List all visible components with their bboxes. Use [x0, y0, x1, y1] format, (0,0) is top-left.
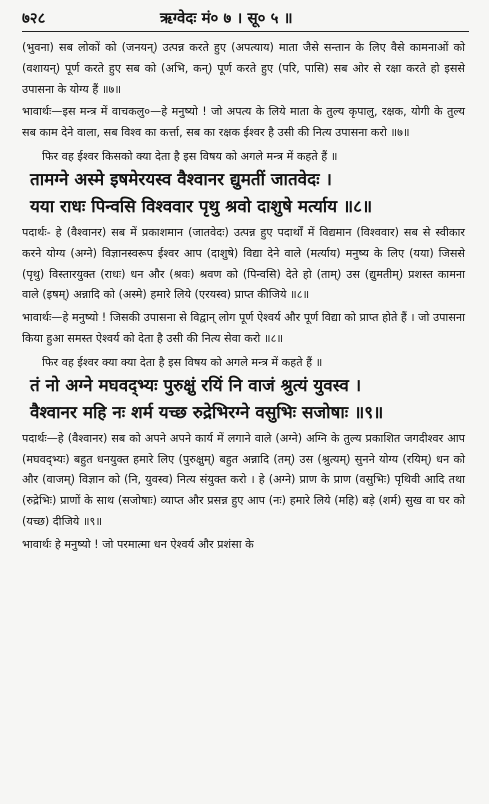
mantra-verse9-line1: तं नो अग्ने मघवद्भ्यः पुरुक्षुं रयिं नि वाजं श्रुत्यं युवस्व । — [30, 375, 362, 396]
verse9-introduction: फिर वह ईश्वर क्या क्या देता है इस विषय को अगले मन्त्र में कहते हैं ॥ — [42, 355, 323, 369]
page-body — [22, 38, 465, 556]
mantra-verse8-line2: यया राधः पिन्वसि विश्ववार पृथु श्रवो दाशुषे मर्त्याय ॥८॥ — [30, 196, 373, 217]
verse8-introduction: फिर वह ईश्वर किसको क्या देता है इस विषय को अगले मन्त्र में कहते हैं ॥ — [42, 149, 338, 163]
paragraph-verse9-bhavartha-start: भावार्थः हे मनुष्यो ! जो परमात्मा धन ऐश्वर्य और प्रशंसा के — [22, 537, 254, 551]
paragraph-verse8-padartha: पदार्थः- हे (वैश्वानर) सब में प्रकाशमान (जातवेदः) उत्पन्न हुए पदार्थों में विद्यमान (विश्ववार) सब से स्वीकार करने योग्य (अग्ने) विज्ञानस्वरूप ईश्वर आप (दाशुषे) विद्या देने वाले (मर्त्याय) मनुष्य के लिए (यया) जिससे (पृथु) विस्तारयुक्त (राधः) धन और (श्रवः) श्रवण को (पिन्वसि) देते हो (ताम्) उस (द्युमतीम्) प्रशस्त कामना वाले (इषम्) अन्नादि को (अस्मे) हमारे लिये (एरयस्व) प्राप्त कीजिये ॥८॥ — [22, 225, 465, 302]
paragraph-verse8-bhavartha: भावार्थः—हे मनुष्यो ! जिसकी उपासना से विद्वान् लोग पूर्ण ऐश्वर्य और पूर्ण विद्या को प्राप्त होते हैं । जो उपासना किया हुआ समस्त ऐश्वर्य को देता है उसी की नित्य सेवा करो ॥८॥ — [22, 311, 465, 345]
page-header — [22, 6, 467, 30]
paragraph-verse9-padartha: पदार्थः—हे (वैश्वानर) सब को अपने अपने कार्य में लगाने वाले (अग्ने) अग्नि के तुल्य प्रकाशित जगदीश्वर आप (मघवद्भ्यः) बहुत धनयुक्त हमारे लिए (पुरुक्षुम्) बहुत अन्नादि (तम्) उस (श्रुत्यम्) सुनने योग्य (रयिम्) धन को और (वाजम्) विज्ञान को (नि, युवस्व) नित्य संयुक्त करो । हे (अग्ने) प्राण के प्राण (वसुभिः) पृथिवी आदि तथा (रुद्रेभिः) प्राणों के साथ (सजोषाः) व्याप्त और प्रसन्न हुए आप (नः) हमारे लिये (महि) बड़े (शर्म) सुख वा घर को (यच्छ) दीजिये ॥९॥ — [22, 431, 465, 528]
paragraph-verse7-meaning-end: (भुवना) सब लोकों को (जनयन्) उत्पन्न करते हुए (अपत्याय) माता जैसे सन्तान के लिए वैसे कामनाओं को (वशायन्) पूर्ण करते हुए सब को (अभि, कन्) पूर्ण करते हुए (परि, पासि) सब ओर से रक्षा करते हो इससे उपासना के योग्य हैं ॥७॥ — [22, 41, 465, 96]
mantra-verse9-line2: वैश्वानर महि नः शर्म यच्छ रुद्रेभिरग्ने वसुभिः सजोषाः ॥९॥ — [30, 402, 384, 423]
paragraph-verse7-bhavartha: भावार्थः—इस मन्त्र में वाचकलु०—हे मनुष्यो ! जो अपत्य के लिये माता के तुल्य कृपालु, रक्षक, योगी के तुल्य सब काम देने वाला, सब विश्व का कर्त्ता, सब का रक्षक ईश्वर है उसी की नित्य उपासना करो ॥७॥ — [22, 105, 465, 140]
running-title: ऋग्वेदः मं० ७ । सू० ५ ॥ — [160, 9, 293, 27]
page-number: ७२८ — [22, 9, 46, 27]
mantra-verse8-line1: तामग्ने अस्मे इषमेरयस्व वैश्वानर द्युमतीं जातवेदः । — [30, 169, 332, 190]
header-rule — [22, 31, 469, 32]
